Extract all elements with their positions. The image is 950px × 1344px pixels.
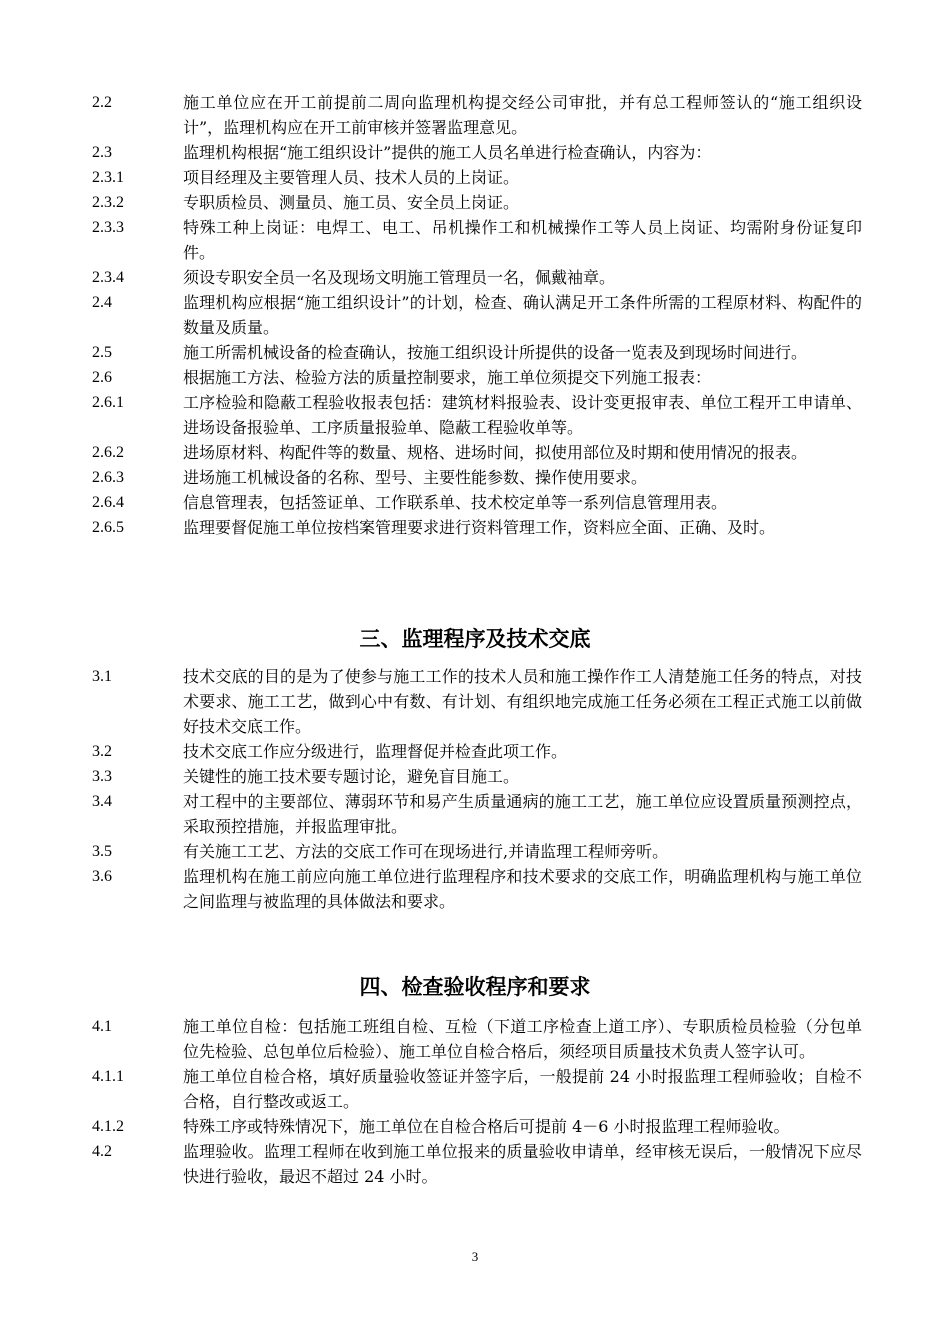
list-item [92, 465, 862, 490]
item-number: 4.1.1 [92, 1068, 124, 1085]
item-text: 特殊工序或特殊情况下，施工单位在自检合格后可提前 4－6 小时报监理工程师验收。 [183, 1117, 790, 1136]
list-item [92, 140, 862, 165]
list-item [92, 664, 862, 739]
item-text: 信息管理表，包括签证单、工作联系单、技术校定单等一系列信息管理用表。 [183, 493, 728, 512]
item-text: 监理机构根据“施工组织设计”提供的施工人员名单进行检查确认，内容为： [183, 143, 712, 162]
list-item [92, 340, 862, 365]
section-4-list [92, 1014, 862, 1189]
item-number: 3.1 [92, 668, 112, 685]
item-number: 2.3.2 [92, 194, 124, 211]
item-text: 特殊工种上岗证：电焊工、电工、吊机操作工和机械操作工等人员上岗证、均需附身份证复印件。 [183, 218, 862, 262]
list-item [92, 515, 862, 540]
item-text: 须设专职安全员一名及现场文明施工管理员一名，佩戴袖章。 [183, 268, 616, 287]
list-item [92, 1064, 862, 1114]
item-text: 关键性的施工技术要专题讨论，避免盲目施工。 [183, 767, 520, 786]
section-3-list [92, 664, 862, 914]
item-number: 4.1 [92, 1018, 112, 1035]
section-3-heading: 三、监理程序及技术交底 [359, 626, 591, 651]
item-number: 2.6.5 [92, 519, 124, 536]
list-item [92, 839, 862, 864]
section-4-heading: 四、检查验收程序和要求 [359, 974, 591, 999]
list-item [92, 490, 862, 515]
item-text: 监理机构应根据“施工组织设计”的计划，检查、确认满足开工条件所需的工程原材料、构配件的数量及质量。 [183, 293, 862, 337]
list-item [92, 190, 862, 215]
item-text: 对工程中的主要部位、薄弱环节和易产生质量通病的施工工艺，施工单位应设置质量预测控点，采取预控措施，并报监理审批。 [183, 792, 862, 836]
list-item [92, 789, 862, 839]
item-text: 专职质检员、测量员、施工员、安全员上岗证。 [183, 193, 520, 212]
item-number: 2.6 [92, 369, 112, 386]
list-item [92, 365, 862, 390]
item-text: 监理机构在施工前应向施工单位进行监理程序和技术要求的交底工作，明确监理机构与施工单位之间监理与被监理的具体做法和要求。 [183, 867, 862, 911]
item-text: 技术交底的目的是为了使参与施工工作的技术人员和施工操作作工人清楚施工任务的特点，对技术要求、施工工艺，做到心中有数、有计划、有组织地完成施工任务必须在工程正式施工以前做好技术交底工作。 [183, 667, 862, 736]
item-number: 2.5 [92, 344, 112, 361]
item-text: 工序检验和隐蔽工程验收报表包括：建筑材料报验表、设计变更报审表、单位工程开工申请单、进场设备报验单、工序质量报验单、隐蔽工程验收单等。 [183, 393, 862, 437]
list-item [92, 290, 862, 340]
item-number: 2.6.2 [92, 444, 124, 461]
item-text: 进场原材料、构配件等的数量、规格、进场时间，拟使用部位及时期和使用情况的报表。 [183, 443, 808, 462]
list-item [92, 165, 862, 190]
item-text: 根据施工方法、检验方法的质量控制要求，施工单位须提交下列施工报表： [183, 368, 712, 387]
item-number: 3.3 [92, 768, 112, 785]
item-text: 监理要督促施工单位按档案管理要求进行资料管理工作，资料应全面、正确、及时。 [183, 518, 776, 537]
item-number: 3.2 [92, 743, 112, 760]
list-item [92, 739, 862, 764]
list-item [92, 1114, 862, 1139]
item-number: 2.2 [92, 94, 112, 111]
item-text: 施工单位应在开工前提前二周向监理机构提交经公司审批，并有总工程师签认的“施工组织设计”，监理机构应在开工前审核并签署监理意见。 [183, 93, 862, 137]
item-number: 3.6 [92, 868, 112, 885]
item-number: 2.3 [92, 144, 112, 161]
list-item [92, 390, 862, 440]
list-item [92, 864, 862, 914]
item-text: 技术交底工作应分级进行，监理督促并检查此项工作。 [183, 742, 568, 761]
list-item [92, 215, 862, 265]
section-2-list [92, 90, 862, 540]
item-number: 3.5 [92, 843, 112, 860]
item-number: 2.6.4 [92, 494, 124, 511]
item-number: 2.3.4 [92, 269, 124, 286]
page-number: 3 [471, 1249, 479, 1264]
list-item [92, 1014, 862, 1064]
list-item [92, 265, 862, 290]
item-text: 有关施工工艺、方法的交底工作可在现场进行,并请监理工程师旁听。 [183, 842, 669, 861]
item-text: 施工单位自检：包括施工班组自检、互检（下道工序检查上道工序）、专职质检员检验（分包单位先检验、总包单位后检验）、施工单位自检合格后，须经项目质量技术负责人签字认可。 [183, 1017, 862, 1061]
item-text: 项目经理及主要管理人员、技术人员的上岗证。 [183, 168, 520, 187]
item-number: 2.3.3 [92, 219, 124, 236]
item-number: 2.6.1 [92, 394, 124, 411]
list-item [92, 1139, 862, 1189]
item-number: 2.4 [92, 294, 112, 311]
item-text: 进场施工机械设备的名称、型号、主要性能参数、操作使用要求。 [183, 468, 648, 487]
item-number: 2.6.3 [92, 469, 124, 486]
item-number: 4.2 [92, 1143, 112, 1160]
list-item [92, 764, 862, 789]
item-text: 施工单位自检合格，填好质量验收签证并签字后，一般提前 24 小时报监理工程师验收；自检不合格，自行整改或返工。 [183, 1067, 862, 1111]
list-item [92, 90, 862, 140]
item-number: 3.4 [92, 793, 112, 810]
list-item [92, 440, 862, 465]
item-text: 施工所需机械设备的检查确认，按施工组织设计所提供的设备一览表及到现场时间进行。 [183, 343, 808, 362]
item-number: 4.1.2 [92, 1118, 124, 1135]
item-text: 监理验收。监理工程师在收到施工单位报来的质量验收申请单，经审核无误后，一般情况下应尽快进行验收，最迟不超过 24 小时。 [183, 1142, 862, 1186]
item-number: 2.3.1 [92, 169, 124, 186]
